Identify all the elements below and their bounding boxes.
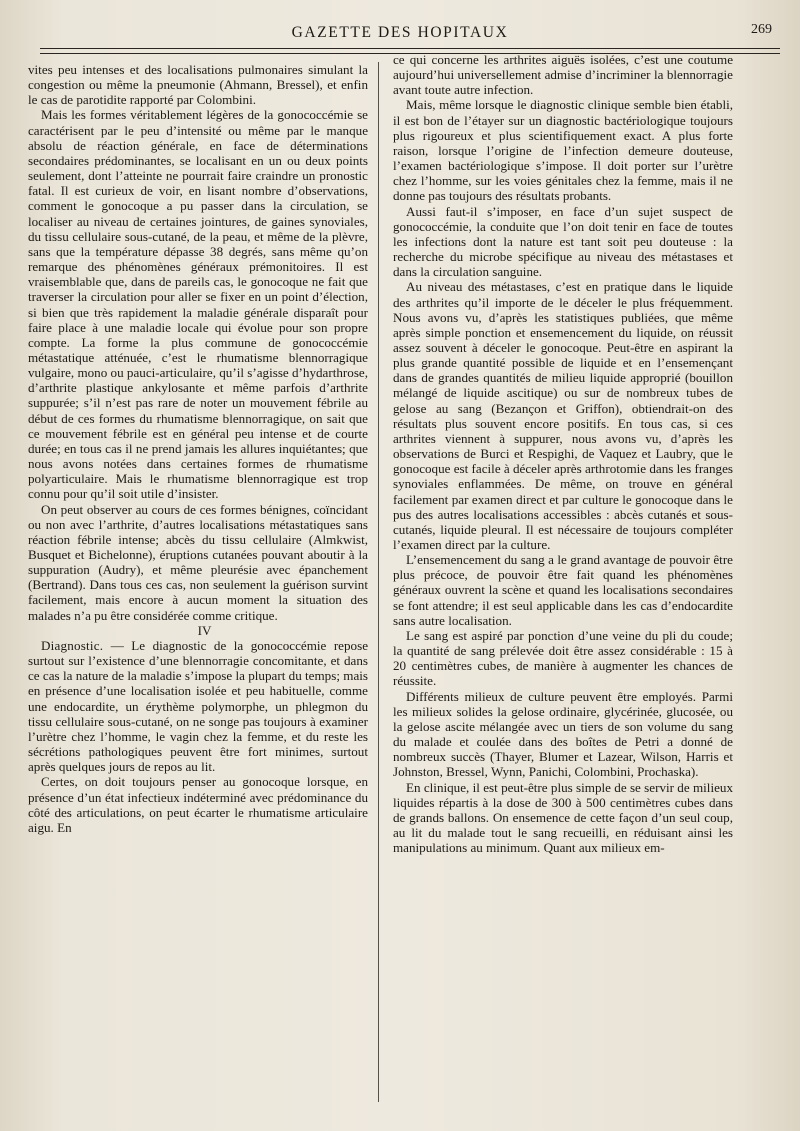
right-paragraph-5: L’ensemencement du sang a le grand avantage de pouvoir être plus précoce, de pouvoir être fait quand les phénomènes généraux ouvrent la scène et quand les localisations secondaires se font attendre; il est seul applicable dans les cas d’endocardite sans autre localisation. [393, 552, 733, 628]
diagnostic-text: — Le diagnostic de la gonococcémie repose surtout sur l’existence d’une blennorragie concomitante, et dans ce cas la nature de la maladie s’impose la plupart du temps; mais en présence d’une localisation isolée et peu habituelle, comme une endocardite, un érythème polymorphe, un phlegmon du tissu cellulaire sous-cutané, on ne songe pas toujours à examiner l’urètre chez l’homme, le vagin chez la femme, et du reste les sécrétions pathologiques peuvent être fort minimes, surtout après quelques jours de repos au lit. [28, 637, 368, 775]
left-paragraph-1: vites peu intenses et des localisations pulmonaires simulant la congestion ou même la pneumonie (Ahmann, Bressel), et enfin le cas de parotidite rapporté par Colombini. [28, 62, 368, 108]
right-paragraph-3: Aussi faut-il s’imposer, en face d’un sujet suspect de gonococcémie, la conduite que l’on doit tenir en face de toutes les infections dont la nature est tant soit peu douteuse : la recherche du microbe spécifique au niveau des métastases et dans la circulation sanguine. [393, 203, 733, 280]
right-paragraph-4: Au niveau des métastases, c’est en pratique dans le liquide des arthrites qu’il importe de le déceler le plus fréquemment. Nous avons vu, d’après les statistiques publiées, que même après simple ponction et ensemencement du liquide, on réussit assez souvent à déceler le gonocoque. Peut-être en aspirant la plus grande quantité possible de liquide et en l’ensemençant dans de grandes quantités de milieu liquide approprié (bouillon mélangé de liquide ascitique) ou sur de nombreux tubes de gelose au sang (Bezançon et Griffon), obtiendrait-on des résultats plus souvent encore positifs. En tous cas, si ces arthrites viennent à suppurer, nous avons vu, d’après les observations de Burci et Respighi, de Vaquez et Laubry, que le gonocoque est facile à déceler après arthrotomie dans les franges synoviales enflammées. De même, on trouve en général facilement par examen direct et par culture le gonocoque dans le pus des autres localisations accessibles : abcès cutanés et sous-cutanés, liquide pleural. Il est nécessaire de toujours compléter l’examen direct par la culture. [393, 279, 733, 552]
right-column [393, 52, 733, 855]
right-paragraph-6: Le sang est aspiré par ponction d’une veine du pli du coude; la quantité de sang prélevée doit être assez considérable : 15 à 20 centimètres cubes, de manière à augmenter les chances de réussite. [393, 627, 733, 689]
right-paragraph-7: Différents milieux de culture peuvent être employés. Parmi les milieux solides la gelose ordinaire, glycérinée, glucosée, ou la gelose ascite mélangée avec un tiers de son volume du sang du malade et coulée dans des boîtes de Petri a donné de nombreux succès (Thayer, Blumer et Lazear, Wilson, Harris et Johnston, Bressel, Wynn, Panichi, Colombini, Prochaska). [393, 688, 733, 780]
journal-title: GAZETTE DES HOPITAUX [291, 24, 509, 41]
column-divider [378, 62, 379, 1102]
left-paragraph-2: Mais les formes véritablement légères de la gonococcémie se caractérisent par le peu d’intensité ou même par le manque absolu de réaction générale, en face de déterminations secondaires prédominantes, se localisant en un ou deux points seulement, dont l’atteinte ne pourrait faire craindre un pronostic fatal. Il est curieux de voir, en lisant nombre d’observations, comment le gonocoque a pu passer dans la circulation, se localiser au niveau de certaines jointures, de gaines synoviales, du tissu cellulaire sous-cutané, de la peau, et même de la plèvre, sans que la température dépasse 38 degrés, sans même qu’on remarque des phénomènes généraux prémonitoires. Il est vraisemblable que, dans de pareils cas, le gonocoque ne fait que traverser la circulation pour aller se fixer en un point d’élection, si bien que très rapidement la maladie générale disparaît pour faire place à une maladie locale qui évolue pour son propre compte. La forme la plus commune de gonococcémie métastatique atténuée, c’est le rhumatisme blennorragique vulgaire, mono ou pauci-articulaire, qu’il s’agisse d’hydarthrose, d’arthrite plastique ankylosante et même parfois d’arthrite suppurée; s’il n’est pas rare de noter un mouvement fébrile au début de ces formes du rhumatisme blennorragique, on sait que ce mouvement fébrile est en général peu intense et de courte durée; en tous cas il ne prend jamais les allures inquiétantes; que nous avons notées dans certaines formes de rhumatisme polyarticulaire. Mais le rhumatisme blennorragique est trop connu pour qu’il soit utile d’insister. [28, 107, 368, 502]
page-number: 269 [751, 22, 772, 37]
left-paragraph-5: Certes, on doit toujours penser au gonocoque lorsque, en présence d’un état infectieux indéterminé avec prédominance du côté des articulations, on peut écarter le rhumatisme articulaire aigu. En [28, 774, 368, 835]
right-paragraph-2: Mais, même lorsque le diagnostic clinique semble bien établi, il est bon de l’étayer sur un diagnostic bactériologique toujours plus rigoureux et plus scientifiquement exact. A plus forte raison, lorsque l’origine de l’infection demeure douteuse, l’examen bactériologique s’impose. Il doit porter sur l’urètre chez l’homme, sur les voies génitales chez la femme, mais il ne donne pas toujours des résultats probants. [393, 97, 733, 204]
right-paragraph-8: En clinique, il est peut-être plus simple de se servir de milieux liquides répartis à la dose de 300 à 500 centimètres cubes dans de grands ballons. On ensemence de cette façon d’un seul coup, au lit du malade tout le sang recueilli, en réduisant ainsi les manipulations au minimum. Quant aux milieux em- [393, 779, 733, 856]
header-rule [40, 48, 780, 49]
left-paragraph-4 [28, 638, 368, 774]
diagnostic-heading: Diagnostic. [41, 637, 104, 653]
right-paragraph-1: ce qui concerne les arthrites aiguës isolées, c’est une coutume aujourd’hui universellement admise d’incriminer la blennorragie avant toute autre infection. [393, 52, 733, 98]
left-column [28, 62, 368, 835]
left-paragraph-3: On peut observer au cours de ces formes bénignes, coïncidant ou non avec l’arthrite, d’autres localisations métastatiques sans réaction fébrile intense; abcès du tissu cellulaire (Almkwist, Busquet et Bichelonne), éruptions cutanées pouvant aboutir à la suppuration (Audry), et même pleurésie avec épanchement (Bertrand). Dans tous ces cas, non seulement la guérison survint facilement, mais encore à aucun moment la situation des malades n’a pu être considérée comme critique. [28, 501, 368, 623]
running-head [0, 22, 800, 46]
section-number: IV [197, 622, 212, 638]
